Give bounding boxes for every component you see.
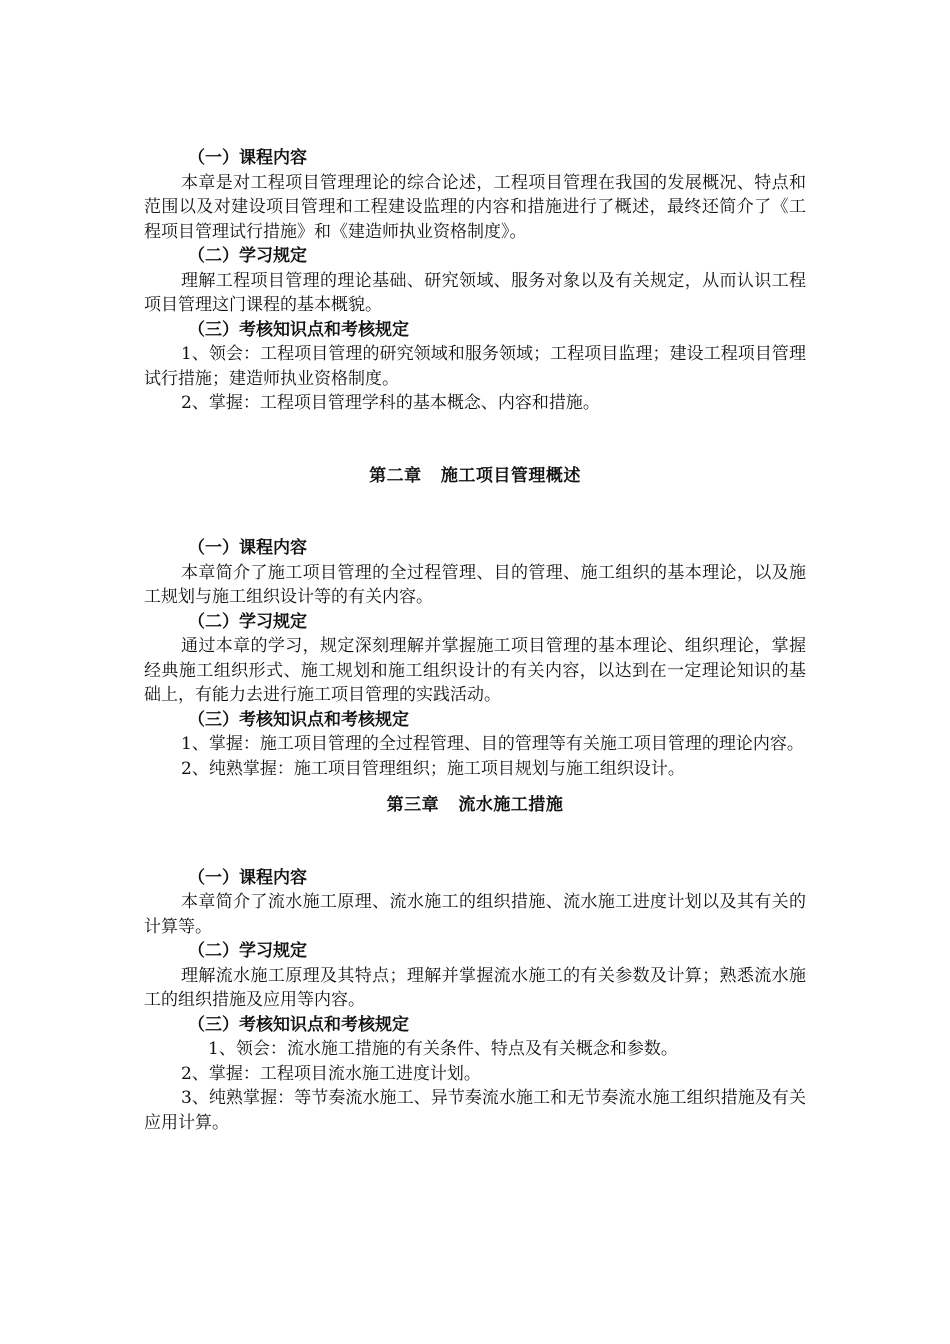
section-heading-study-requirements: （二）学习规定 [188,246,307,266]
assessment-item: 1、领会：流水施工措施的有关条件、特点及有关概念和参数。 [208,1039,678,1059]
study-requirements-paragraph: 通过本章的学习，规定深刻理解并掌握施工项目管理的基本理论、组织理论，掌握经典施工组织形式、施工规划和施工组织设计的有关内容，以达到在一定理论知识的基础上，有能力去进行施工项目管理的实践活动。 [144,636,806,705]
chapter-title: 第三章 流水施工措施 [386,795,564,815]
document-page [144,146,806,1135]
section-heading-study-requirements: （二）学习规定 [188,611,307,632]
assessment-item: 2、掌握：工程项目管理学科的基本概念、内容和措施。 [181,393,600,413]
section-heading-course-content: （一）课程内容 [188,867,307,888]
assessment-item: 3、纯熟掌握：等节奏流水施工、异节奏流水施工和无节奏流水施工组织措施及有关应用计算。 [144,1088,806,1133]
assessment-item: 1、领会：工程项目管理的研究领域和服务领域；工程项目监理；建设工程项目管理试行措施；建造师执业资格制度。 [144,344,806,389]
study-requirements-paragraph: 理解流水施工原理及其特点；理解并掌握流水施工的有关参数及计算；熟悉流水施工的组织措施及应用等内容。 [144,965,806,1010]
chapter-title: 第二章 施工项目管理概述 [369,465,581,486]
study-requirements-paragraph: 理解工程项目管理的理论基础、研究领域、服务对象以及有关规定，从而认识工程项目管理这门课程的基本概貌。 [144,270,806,315]
course-content-paragraph: 本章简介了施工项目管理的全过程管理、目的管理、施工组织的基本理论，以及施工规划与施工组织设计等的有关内容。 [144,562,806,607]
section-heading-assessment: （三）考核知识点和考核规定 [188,1014,409,1035]
assessment-item: 2、纯熟掌握：施工项目管理组织；施工项目规划与施工组织设计。 [181,758,685,779]
section-heading-study-requirements: （二）学习规定 [188,941,307,961]
assessment-item: 1、掌握：施工项目管理的全过程管理、目的管理等有关施工项目管理的理论内容。 [181,734,804,754]
section-heading-course-content: （一）课程内容 [188,538,307,558]
assessment-item: 2、掌握：工程项目流水施工进度计划。 [181,1063,481,1084]
course-content-paragraph: 本章是对工程项目管理理论的综合论述，工程项目管理在我国的发展概况、特点和范围以及对建设项目管理和工程建设监理的内容和措施进行了概述，最终还简介了《工程项目管理试行措施》和《建造师执业资格制度》。 [144,172,806,242]
section-heading-assessment: （三）考核知识点和考核规定 [188,709,409,730]
section-heading-assessment: （三）考核知识点和考核规定 [188,319,409,340]
course-content-paragraph: 本章简介了流水施工原理、流水施工的组织措施、流水施工进度计划以及其有关的计算等。 [144,892,806,937]
section-heading-course-content: （一）课程内容 [188,148,307,168]
